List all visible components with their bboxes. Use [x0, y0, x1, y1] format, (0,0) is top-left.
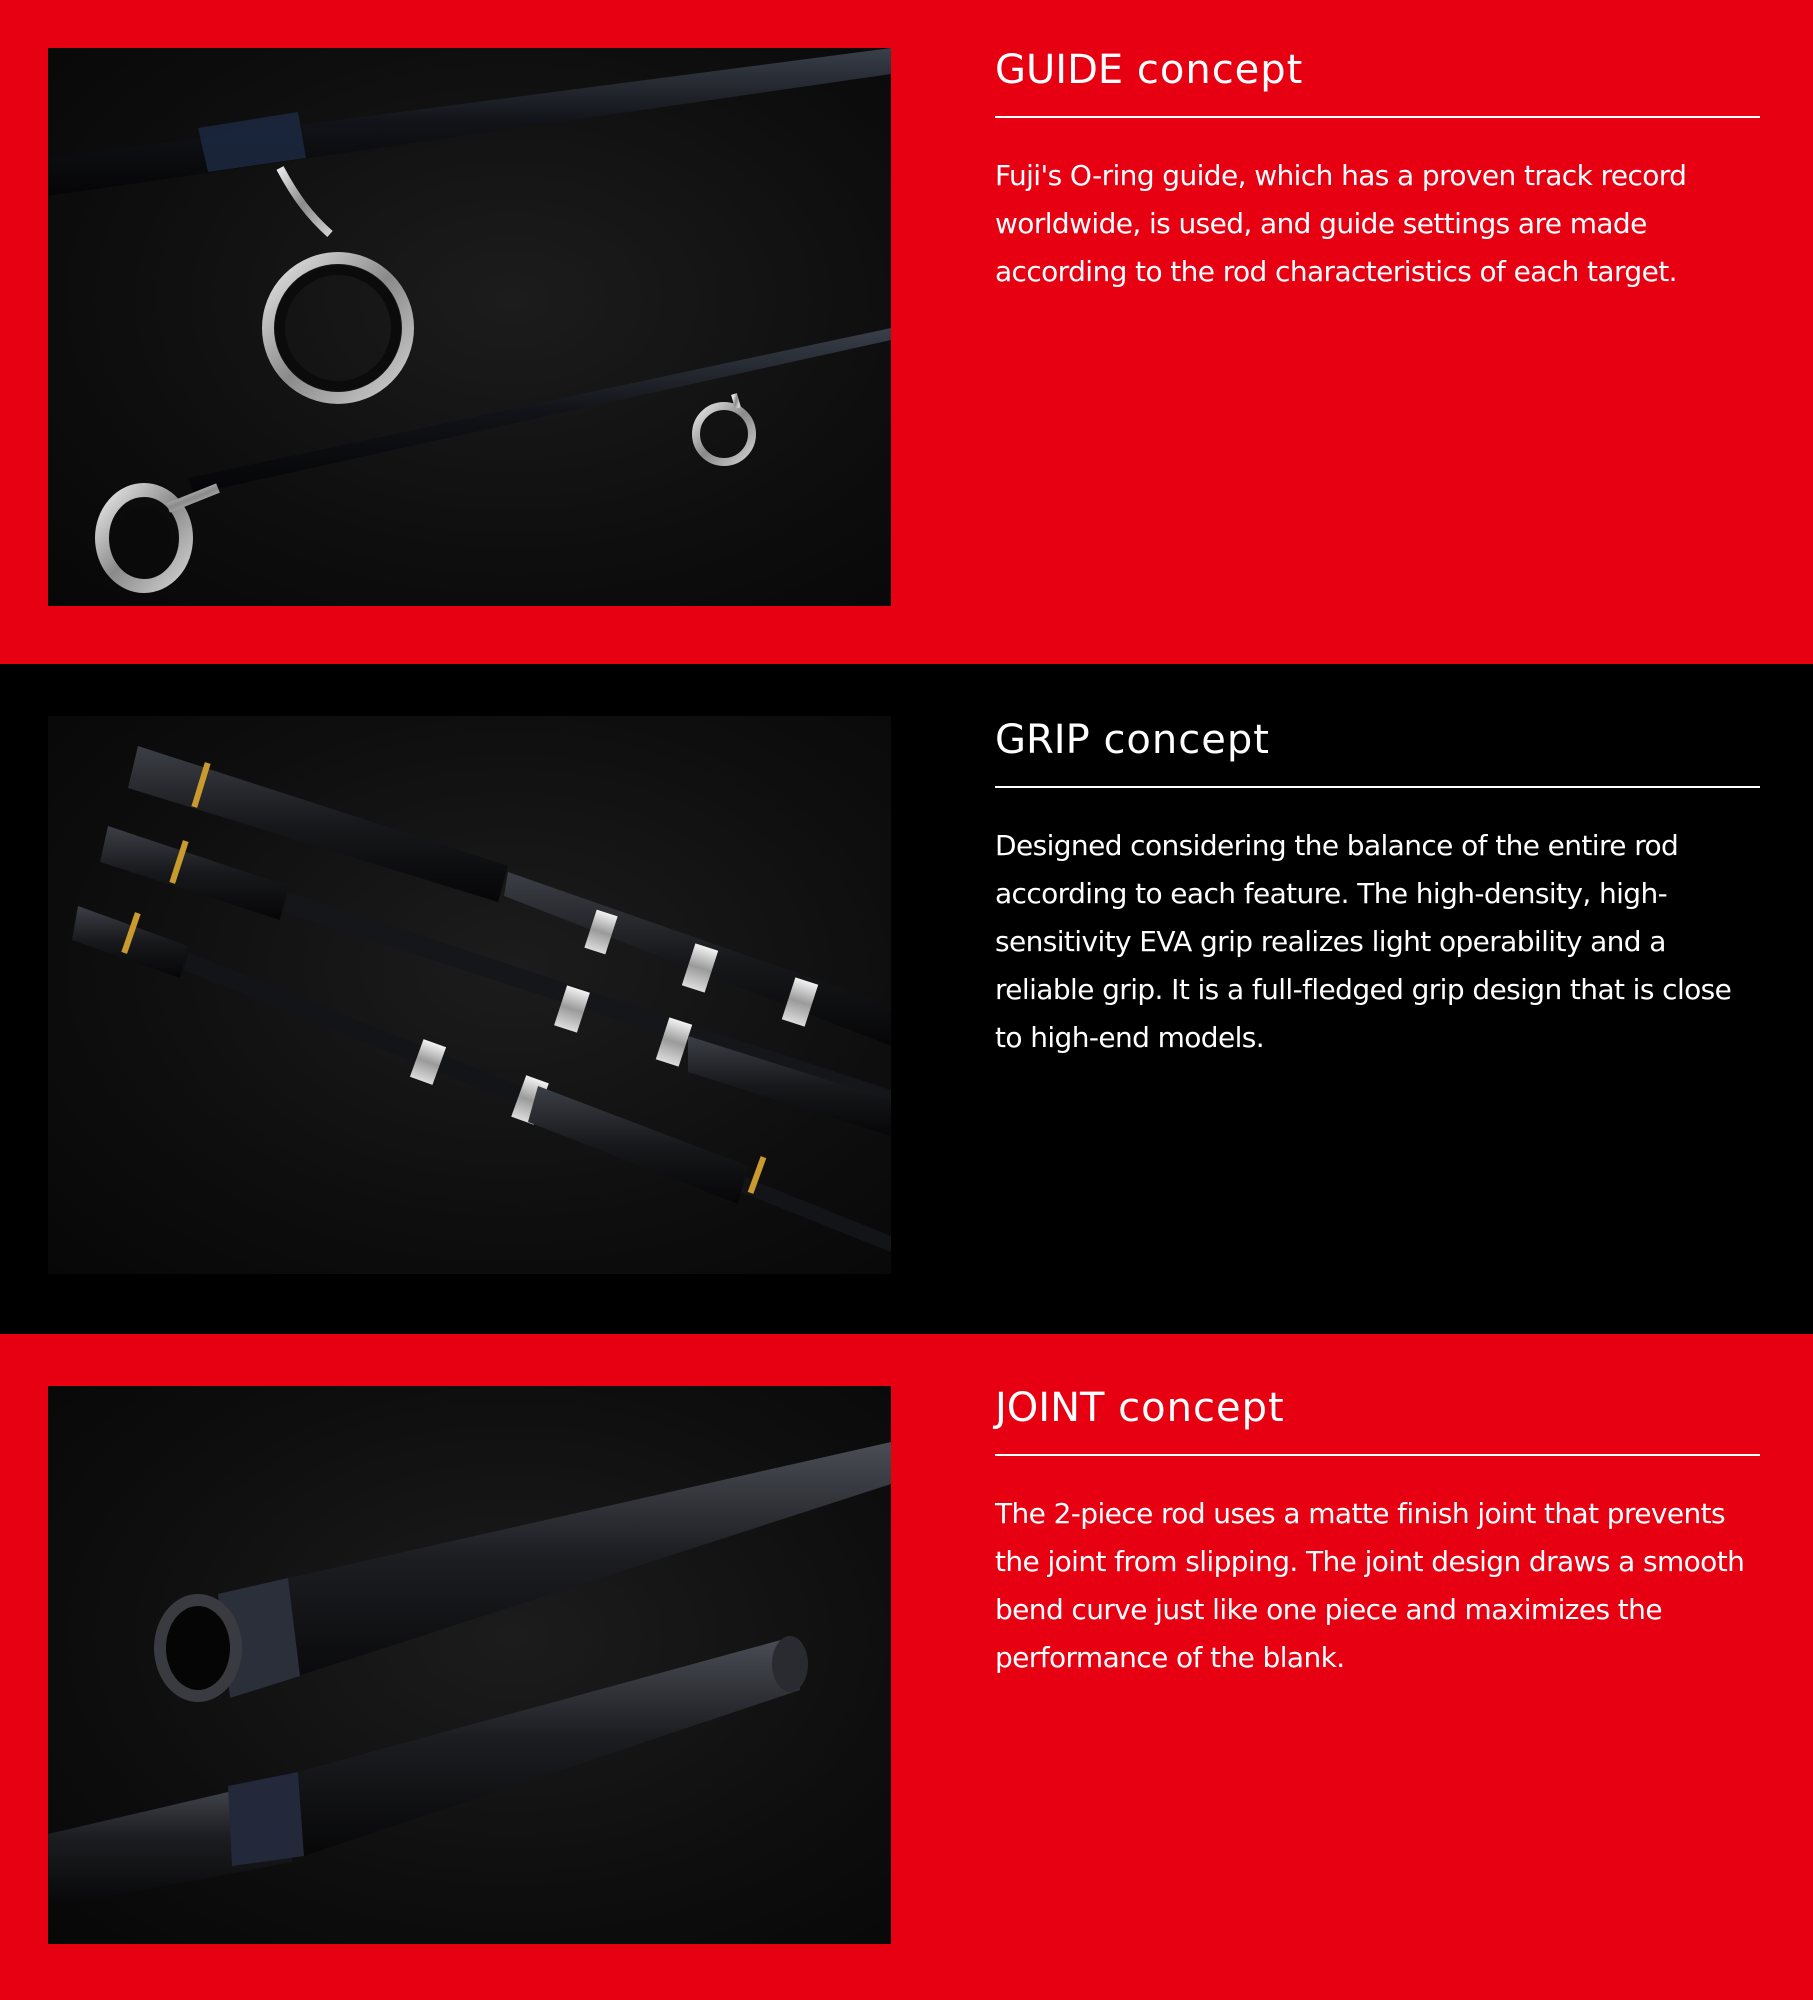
joint-title: JOINT concept	[995, 1385, 1285, 1431]
guide-divider	[995, 116, 1760, 118]
guide-text: Fuji's O-ring guide, which has a proven track record worldwide, is used, and guide settings are made according to the rod characteristics of each target.	[995, 159, 1687, 288]
guide-title: GUIDE concept	[995, 47, 1304, 93]
joint-copy	[995, 1384, 1760, 1682]
grip-section	[0, 664, 1813, 1334]
joint-divider	[995, 1454, 1760, 1456]
joint-photo	[48, 1386, 891, 1944]
guide-photo	[48, 48, 891, 606]
rod-joint-photo-icon	[48, 1386, 891, 1944]
grip-photo	[48, 716, 891, 1274]
grip-title: GRIP concept	[995, 717, 1270, 763]
joint-text: The 2-piece rod uses a matte finish joint that prevents the joint from slipping. The joint design draws a smooth bend curve just like one piece and maximizes the performance of the blank.	[995, 1497, 1745, 1674]
grip-text: Designed considering the balance of the entire rod according to each feature. The high-density, high- sensitivity EVA grip realizes light operability and a reliable grip. It is a full-fledged grip design that is close to high-end models.	[995, 829, 1732, 1054]
guide-section	[0, 0, 1813, 664]
grip-divider	[995, 786, 1760, 788]
joint-section	[0, 1334, 1813, 2000]
guide-copy	[995, 46, 1760, 296]
rod-guide-photo-icon	[48, 48, 891, 606]
grip-copy	[995, 716, 1760, 1062]
rod-grip-photo-icon	[48, 716, 891, 1274]
